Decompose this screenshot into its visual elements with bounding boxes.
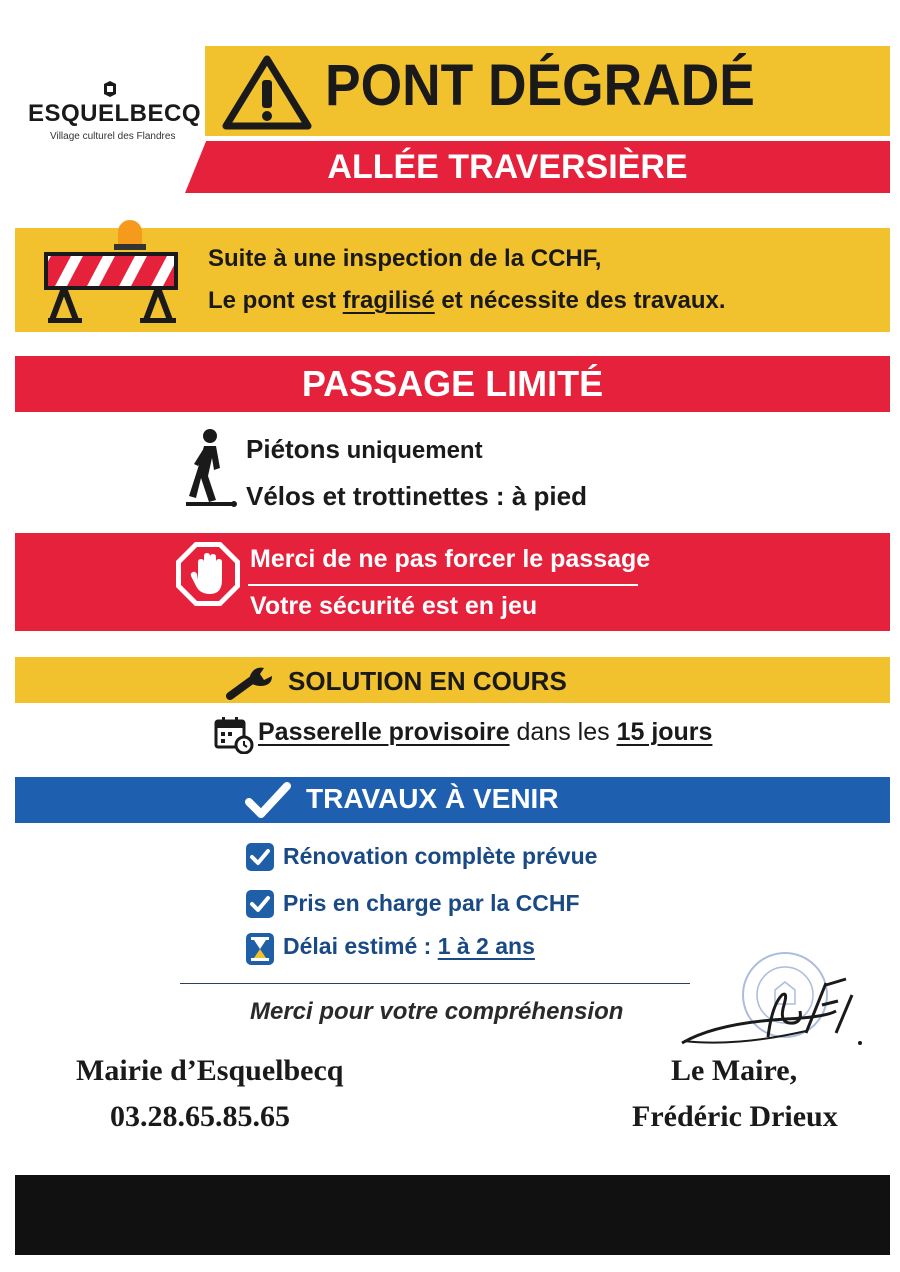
- stop-hand-icon: [174, 540, 242, 608]
- hourglass-icon: [246, 933, 274, 965]
- warning-line-1: Merci de ne pas forcer le passage: [250, 545, 651, 573]
- wrench-icon: [226, 662, 278, 700]
- mayor-title: Le Maire,: [671, 1054, 798, 1087]
- inspection-line-2-end: et nécessite des travaux.: [434, 287, 726, 314]
- pedestrian-icon: [184, 428, 240, 508]
- solution-detail: [258, 718, 712, 747]
- pedestrians-word: Piétons: [246, 434, 340, 464]
- logo-name: ESQUELBECQ: [28, 100, 202, 127]
- warning-divider: [248, 584, 638, 586]
- passage-title: PASSAGE LIMITÉ: [301, 363, 604, 404]
- inspection-line-2-start: Le pont est: [208, 287, 343, 314]
- thanks-text: Merci pour votre compréhension: [250, 998, 624, 1025]
- check-icon: [246, 890, 274, 918]
- works-item-3: [283, 933, 535, 960]
- works-item-1: Rénovation complète prévue: [283, 843, 598, 869]
- town-hall-phone: 03.28.65.85.65: [110, 1100, 290, 1133]
- days-count: 15 jours: [616, 718, 713, 746]
- works-title: TRAVAUX À VENIR: [306, 783, 559, 814]
- solution-mid-text: dans les: [509, 718, 617, 746]
- inspection-line-2: [208, 287, 726, 315]
- pedestrians-line: [246, 434, 483, 465]
- road-barrier-icon: [42, 220, 182, 326]
- mayor-signature: [676, 975, 866, 1050]
- pedestrians-only: uniquement: [339, 437, 483, 464]
- warning-line-2: Votre sécurité est en jeu: [250, 592, 538, 620]
- delay-value: 1 à 2 ans: [437, 933, 535, 959]
- check-icon: [246, 843, 274, 871]
- page-title: PONT DÉGRADÉ: [325, 53, 755, 118]
- warning-triangle-icon: [222, 54, 312, 130]
- check-icon: [245, 780, 291, 820]
- works-item-2: Pris en charge par la CCHF: [283, 890, 580, 916]
- footer-bar: [15, 1175, 890, 1255]
- bikes-line: Vélos et trottinettes : à pied: [246, 481, 587, 511]
- logo-icon: [102, 80, 118, 98]
- page-subtitle: ALLÉE TRAVERSIÈRE: [327, 148, 688, 186]
- calendar-icon: [214, 716, 254, 754]
- inspection-emphasis: fragilisé: [342, 287, 435, 314]
- inspection-line-1: Suite à une inspection de la CCHF,: [208, 245, 602, 272]
- town-hall-name: Mairie d’Esquelbecq: [76, 1054, 344, 1087]
- logo-subtitle: Village culturel des Flandres: [50, 131, 176, 142]
- thanks-divider: [180, 983, 690, 984]
- footbridge-text: Passerelle provisoire: [258, 718, 510, 746]
- mayor-name: Frédéric Drieux: [632, 1100, 838, 1133]
- delay-label: Délai estimé :: [283, 933, 438, 959]
- solution-title: SOLUTION EN COURS: [288, 666, 567, 696]
